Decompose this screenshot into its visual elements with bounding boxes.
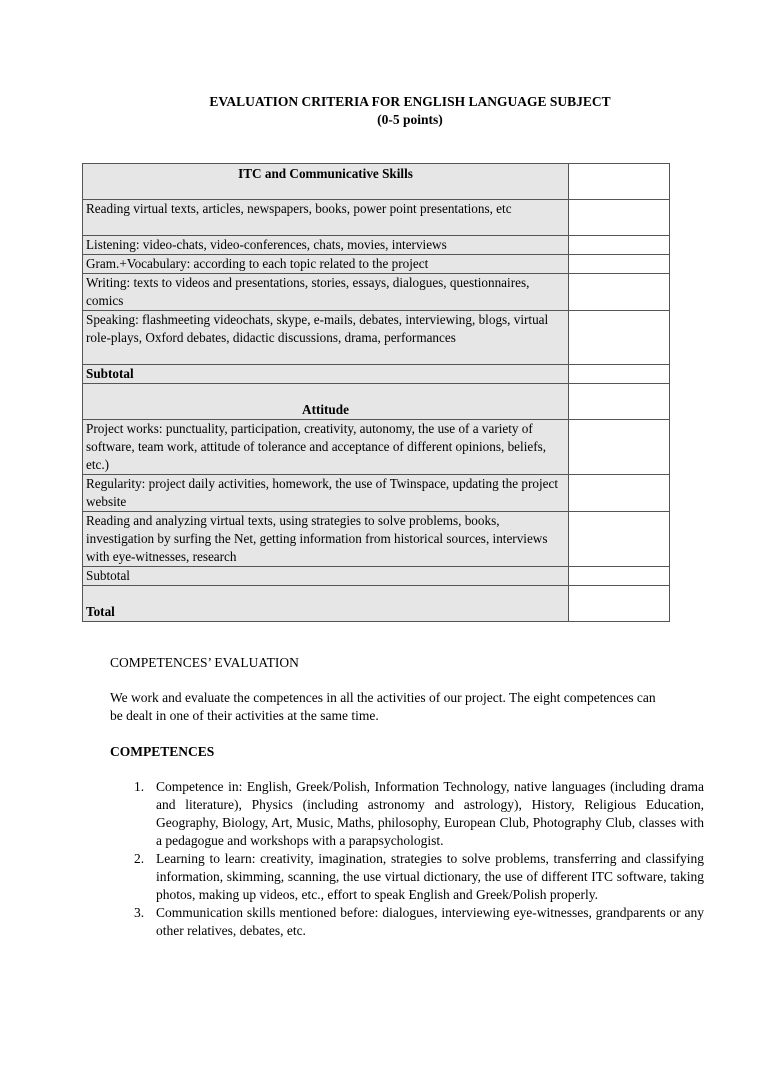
competences-heading: COMPETENCES [110,744,215,759]
score-cell [569,512,670,567]
table-row [83,236,670,255]
list-item-text: Learning to learn: creativity, imagination, strategies to solve problems, transferring and classifying information, skimming, scanning, the use virtual dictionary, the use of different ITC software, taking photos, making up videos, etc., effort to speak English and Greek/Polish properly. [156,851,704,902]
score-cell [569,567,670,586]
list-item-number: 1. [134,779,145,794]
list-item [134,850,704,904]
table-row [83,475,670,512]
criteria-cell: Project works: punctuality, participation, creativity, autonomy, the use of a variety of software, team work, attitude of tolerance and acceptance of different opinions, beliefs, etc.) [83,420,569,475]
list-item-number: 2. [134,851,145,866]
list-item-number: 3. [134,905,145,920]
title-line-1: EVALUATION CRITERIA FOR ENGLISH LANGUAGE SUBJECT [209,94,611,109]
total-label: Total [83,586,569,622]
list-item [134,778,704,850]
attitude-heading: Attitude [83,384,569,420]
list-item [134,904,704,940]
score-cell [569,475,670,512]
criteria-cell: Listening: video-chats, video-conferences, chats, movies, interviews [83,236,569,255]
competences-paragraph: We work and evaluate the competences in all the activities of our project. The eight competences can be dealt in one of their activities at the same time. [110,690,656,723]
score-cell [569,384,670,420]
subtotal-label: Subtotal [83,365,569,384]
score-cell [569,236,670,255]
criteria-cell: Reading virtual texts, articles, newspapers, books, power point presentations, etc [83,200,569,236]
criteria-cell: Writing: texts to videos and presentations, stories, essays, dialogues, questionnaires, comics [83,274,569,311]
criteria-cell: Regularity: project daily activities, homework, the use of Twinspace, updating the project website [83,475,569,512]
table-row [83,512,670,567]
table-row [83,365,670,384]
score-cell [569,164,670,200]
score-cell [569,311,670,365]
title-line-2: (0-5 points) [377,112,443,127]
score-cell [569,200,670,236]
list-item-text: Communication skills mentioned before: dialogues, interviewing eye-witnesses, grandparents or any other relatives, debates, etc. [156,905,704,938]
score-cell [569,274,670,311]
table-row [83,200,670,236]
criteria-cell: Reading and analyzing virtual texts, using strategies to solve problems, books, investigation by surfing the Net, getting information from historical sources, interviews with eye-witnesses, research [83,512,569,567]
score-cell [569,420,670,475]
competences-list [110,778,704,940]
score-cell [569,586,670,622]
document-title [80,93,740,129]
table-row [83,255,670,274]
table-row [83,567,670,586]
subtotal-label: Subtotal [83,567,569,586]
table-row [83,274,670,311]
table-row [83,384,670,420]
criteria-cell: Gram.+Vocabulary: according to each topic related to the project [83,255,569,274]
table-row [83,164,670,200]
score-cell [569,365,670,384]
criteria-cell: Speaking: flashmeeting videochats, skype, e-mails, debates, interviewing, blogs, virtual role-plays, Oxford debates, didactic discussions, drama, performances [83,311,569,365]
table-row [83,311,670,365]
score-cell [569,255,670,274]
table-row [83,420,670,475]
evaluation-table [82,163,670,622]
competences-evaluation-heading: COMPETENCES’ EVALUATION [110,655,299,670]
list-item-text: Competence in: English, Greek/Polish, Information Technology, native languages (including drama and literature), Physics (including astronomy and astrology), History, Religious Education, Geography, Biology, Art, Music, Maths, philosophy, European Club, Photography Club, classes with a pedagogue and workshops with a parapsychologist. [156,779,704,848]
table-row [83,586,670,622]
itc-heading: ITC and Communicative Skills [83,164,569,200]
